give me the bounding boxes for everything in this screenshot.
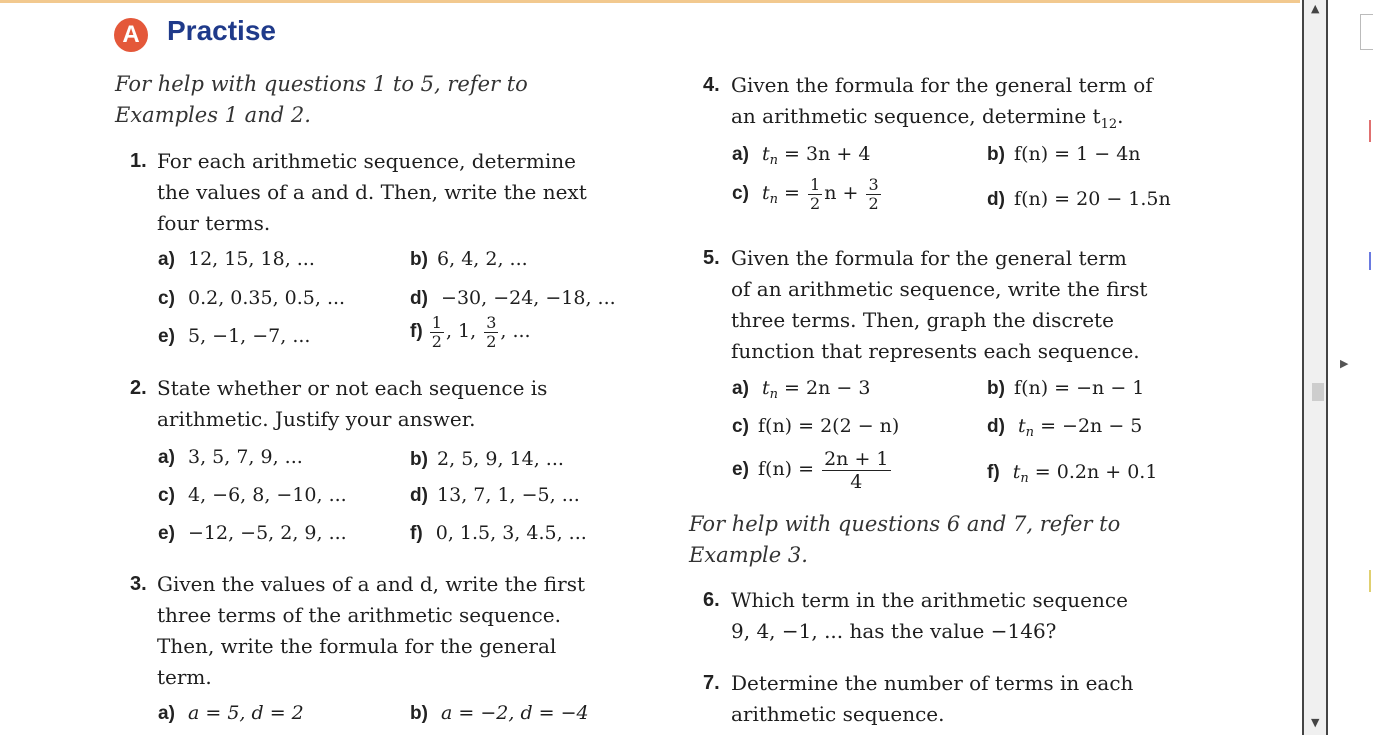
scroll-down-arrow-icon[interactable]: ▼ [1311, 716, 1320, 729]
scrollbar-thumb[interactable] [1312, 383, 1324, 401]
q5-line-2: of an arithmetic sequence, write the first [731, 277, 1148, 301]
q4-part-c [732, 176, 883, 213]
q1-part-c [158, 287, 345, 310]
q5-part-b [987, 377, 1144, 400]
q4-part-b [987, 143, 1141, 166]
q1-d-label: d) [410, 288, 428, 309]
q5-b-text: f(n) = −n − 1 [1014, 377, 1145, 399]
q4-c-eq: = [778, 182, 807, 204]
q5-d-sub: n [1025, 425, 1035, 441]
q5-c-text: f(n) = 2(2 − n) [758, 415, 900, 437]
q4-line-2: an arithmetic sequence, determine $t_{12}$. [731, 104, 1124, 132]
q2-number: 2. [130, 377, 147, 399]
q2-part-d [410, 484, 580, 507]
q1-e-text: 5, −1, −7, ... [188, 325, 311, 347]
q5-e-fraction: $\frac{2n + 1}{4}$ [824, 448, 889, 493]
q2-part-b [410, 448, 564, 471]
q1-f-label: f) [410, 321, 423, 342]
q5-f-t: t [1012, 461, 1021, 483]
q1-line-1: For each arithmetic sequence, determine [157, 149, 576, 173]
q5-e-label: e) [732, 459, 749, 480]
q6-number: 6. [703, 589, 720, 611]
q4-c-label: c) [732, 183, 749, 204]
q4-c-mid: n + [824, 182, 865, 204]
q1-part-f [410, 314, 531, 351]
q1-b-label: b) [410, 249, 428, 270]
q1-c-text: 0.2, 0.35, 0.5, ... [188, 287, 346, 309]
q4-a-rest: = 3n + 4 [778, 143, 871, 165]
q1-part-e [158, 325, 310, 348]
q3-a-label: a) [158, 703, 175, 724]
annotation-marker-blue [1369, 252, 1371, 270]
q5-a-sub: n [769, 387, 779, 403]
q1-d-text: −30, −24, −18, ... [441, 287, 616, 309]
help-note-1-line-1: For help with questions 1 to 5, refer to [115, 72, 528, 96]
q5-line-1: Given the formula for the general term [731, 246, 1127, 270]
side-panel [1328, 0, 1373, 735]
q2-d-text: 13, 7, 1, −5, ... [437, 484, 580, 506]
vertical-scrollbar[interactable] [1302, 0, 1328, 735]
q2-line-1: State whether or not each sequence is [157, 376, 548, 400]
q4-part-d [987, 188, 1171, 211]
q4-c-fraction-1: $\frac{1}{2}$ [810, 175, 821, 213]
q7-line-1: Determine the number of terms in each [731, 671, 1134, 695]
q1-part-b [410, 248, 528, 271]
q3-part-a [158, 702, 304, 725]
q3-line-3: Then, write the formula for the general [157, 634, 557, 658]
q4-d-text: f(n) = 20 − 1.5n [1014, 188, 1171, 210]
q2-c-text: 4, −6, 8, −10, ... [188, 484, 347, 506]
q1-part-a [158, 248, 315, 271]
q1-f-mid: , 1, [445, 320, 483, 342]
q5-part-d [987, 415, 1142, 440]
q2-part-c [158, 484, 347, 507]
q3-a-text: a = 5, d = 2 [188, 702, 304, 724]
q2-c-label: c) [158, 485, 175, 506]
q2-e-label: e) [158, 523, 175, 544]
q2-a-text: 3, 5, 7, 9, ... [188, 446, 303, 468]
help-note-2-line-2: Example 3. [689, 543, 808, 567]
scroll-up-arrow-icon[interactable]: ▲ [1311, 2, 1320, 15]
q7-number: 7. [703, 672, 720, 694]
q1-a-text: 12, 15, 18, ... [188, 248, 315, 270]
q6-line-1: Which term in the arithmetic sequence [731, 588, 1128, 612]
q2-e-text: −12, −5, 2, 9, ... [188, 522, 347, 544]
q5-f-rest: = 0.2n + 0.1 [1028, 461, 1158, 483]
q3-part-b [410, 702, 589, 725]
q1-a-label: a) [158, 249, 175, 270]
q5-c-label: c) [732, 416, 749, 437]
q4-b-text: f(n) = 1 − 4n [1014, 143, 1141, 165]
q3-line-2: three terms of the arithmetic sequence. [157, 603, 561, 627]
q4-part-a [732, 143, 870, 168]
q2-b-text: 2, 5, 9, 14, ... [437, 448, 564, 470]
q2-part-a [158, 446, 303, 469]
q3-b-text: a = −2, d = −4 [441, 702, 589, 724]
q2-f-text: 0, 1.5, 3, 4.5, ... [435, 522, 587, 544]
q3-line-4: term. [157, 665, 212, 689]
q5-d-label: d) [987, 416, 1005, 437]
q3-number: 3. [130, 573, 147, 595]
q5-a-t: t [762, 377, 770, 399]
q5-part-c [732, 415, 899, 438]
q5-part-e [732, 448, 893, 493]
q4-number: 4. [703, 74, 720, 96]
q2-part-e [158, 522, 347, 545]
q2-d-label: d) [410, 485, 428, 506]
q5-part-f [987, 461, 1157, 486]
side-panel-tab[interactable] [1360, 14, 1373, 50]
q1-line-2: the values of a and d. Then, write the next [157, 180, 587, 204]
q5-e-pre: f(n) = [758, 458, 821, 480]
q5-line-3: three terms. Then, graph the discrete [731, 308, 1114, 332]
q6-line-2: 9, 4, −1, ... has the value −146? [731, 619, 1057, 643]
q5-a-label: a) [732, 378, 749, 399]
q5-d-rest: = −2n − 5 [1034, 415, 1143, 437]
q5-f-sub: n [1020, 471, 1029, 487]
q4-b-label: b) [987, 144, 1005, 165]
q1-f-tail: , ... [500, 320, 531, 342]
q1-f-fraction-1: $\frac{1}{2}$ [431, 313, 442, 351]
q4-a-label: a) [732, 144, 749, 165]
q1-part-d [410, 287, 616, 310]
help-note-2-line-1: For help with questions 6 and 7, refer to [689, 512, 1121, 536]
expand-panel-arrow-icon[interactable]: ▶ [1340, 357, 1349, 370]
q5-a-rest: = 2n − 3 [778, 377, 871, 399]
q4-c-fraction-2: $\frac{3}{2}$ [868, 175, 879, 213]
top-rule [0, 0, 1300, 3]
q4-d-label: d) [987, 189, 1005, 210]
help-note-1-line-2: Examples 1 and 2. [115, 103, 311, 127]
q3-line-1: Given the values of a and d, write the first [157, 572, 585, 596]
q5-b-label: b) [987, 378, 1005, 399]
q1-line-3: four terms. [157, 211, 271, 235]
q5-number: 5. [703, 247, 720, 269]
q1-f-fraction-2: $\frac{3}{2}$ [486, 313, 497, 351]
q2-f-label: f) [410, 523, 423, 544]
q5-f-label: f) [987, 462, 1000, 483]
q4-a-sub: n [769, 153, 779, 169]
q2-line-2: arithmetic. Justify your answer. [157, 407, 476, 431]
q2-part-f [410, 522, 587, 545]
q1-number: 1. [130, 150, 147, 172]
q4-line-1: Given the formula for the general term of [731, 73, 1153, 97]
annotation-marker-red [1369, 120, 1371, 142]
q5-d-t: t [1018, 415, 1026, 437]
section-badge: A [114, 18, 148, 52]
q1-c-label: c) [158, 288, 175, 309]
q3-b-label: b) [410, 703, 428, 724]
q4-a-t: t [762, 143, 770, 165]
section-title: Practise [167, 15, 276, 46]
q5-line-4: function that represents each sequence. [731, 339, 1140, 363]
q5-part-a [732, 377, 870, 402]
q2-a-label: a) [158, 447, 175, 468]
q1-e-label: e) [158, 326, 175, 347]
annotation-marker-yellow [1369, 570, 1371, 592]
q1-b-text: 6, 4, 2, ... [437, 248, 528, 270]
q4-c-t: t [762, 182, 770, 204]
q2-b-label: b) [410, 449, 428, 470]
q4-c-sub: n [769, 192, 779, 208]
q7-line-2: arithmetic sequence. [731, 702, 945, 726]
